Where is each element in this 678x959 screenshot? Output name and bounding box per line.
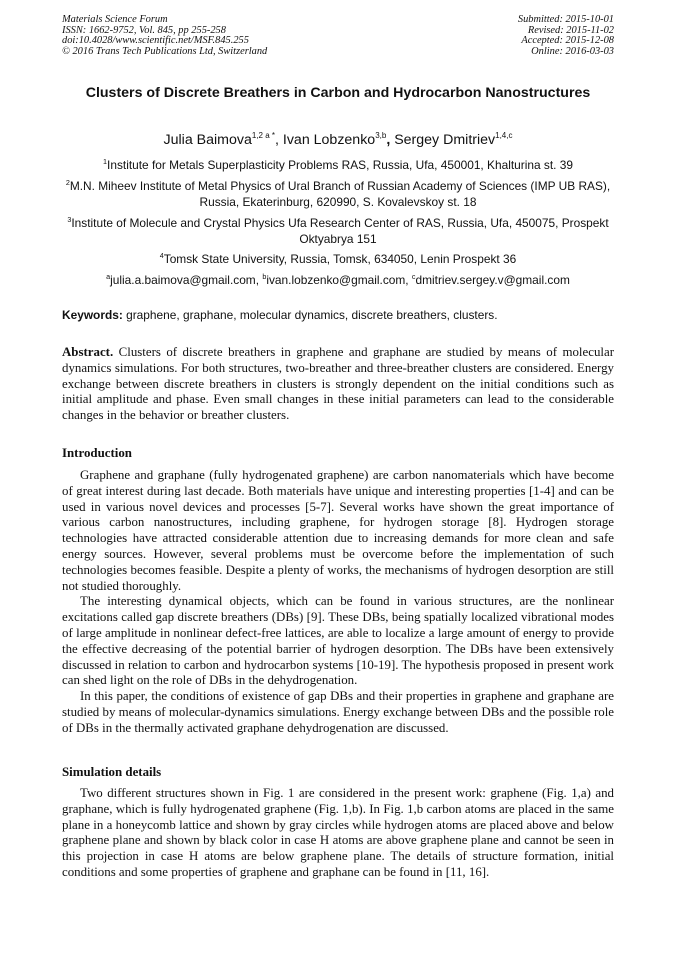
author-list	[62, 131, 614, 149]
affiliation-text: Tomsk State University, Russia, Tomsk, 634050, Lenin Prospekt 36	[163, 252, 517, 266]
abstract-paragraph	[62, 345, 614, 424]
revised-date: Revised: 2015-11-02	[527, 24, 614, 36]
affiliation-number: 3	[67, 215, 72, 224]
abstract	[62, 345, 614, 424]
affiliation-number: 2	[65, 178, 70, 187]
dates-header	[518, 15, 614, 57]
author-superscript: 1,4,c	[495, 131, 513, 140]
affiliation	[62, 178, 614, 210]
affiliation-text: M.N. Miheev Institute of Metal Physics of Ural Branch of Russian Academy of Sciences (IMP UB RAS), Russia, Ekaterinburg, 620990, S. Kovalevskoy st. 18	[69, 179, 611, 209]
email-marker: a	[106, 272, 111, 281]
abstract-label: Abstract.	[62, 345, 114, 359]
body-paragraph: Two different structures shown in Fig. 1 are considered in the present work: graphene (Fig. 1,a) and graphane, which is fully hydrogenated graphene (Fig. 1,b). In Fig. 1,b carbon atoms are placed in the same plane in a honeycomb lattice and shown by gray circles while hydrogen atoms are placed above and below graphene plane and shown by black color in case H atoms are above graphene plane and cannot be seen in this projection in case H atoms are below graphene plane. The details of structure formation, initial conditions and some properties of graphene and graphane can be found in [11, 16].	[62, 786, 614, 879]
keywords	[62, 307, 614, 323]
email-address: ivan.lobzenko@gmail.com,	[266, 273, 412, 287]
email-marker: b	[262, 272, 267, 281]
affiliation-text: Institute of Molecule and Crystal Physics Ufa Research Center of RAS, Russia, Ufa, 450075, Prospekt Oktyabrya 151	[71, 216, 609, 246]
keywords-label: Keywords:	[62, 308, 123, 322]
online-date: Online: 2016-03-03	[531, 45, 614, 57]
author-superscript: 1,2 a *	[251, 131, 275, 140]
section-heading-introduction: Introduction	[62, 446, 132, 460]
author-name: Sergey Dmitriev	[394, 132, 496, 148]
affiliation	[62, 251, 614, 267]
keywords-text: graphene, graphane, molecular dynamics, discrete breathers, clusters.	[122, 308, 498, 322]
author-superscript: 3,b	[375, 131, 387, 140]
doi-line: doi:10.4028/www.scientific.net/MSF.845.255	[62, 35, 249, 47]
affiliation	[62, 157, 614, 173]
copyright-line: © 2016 Trans Tech Publications Ltd, Switzerland	[62, 45, 268, 57]
email-marker: c	[411, 272, 416, 281]
email-list	[62, 272, 614, 288]
author-separator: ,	[386, 132, 395, 148]
accepted-date: Accepted: 2015-12-08	[521, 35, 614, 47]
section-heading-simulation: Simulation details	[62, 765, 162, 779]
author-name: Julia Baimova	[163, 132, 252, 148]
body-paragraph: Graphene and graphane (fully hydrogenated graphene) are carbon nanomaterials which have become of great interest during last decade. Both materials have unique and interesting properties [1-4] and can be used in various novel devices and processes [5-7]. Several works have shown the great importance of various carbon nanostructures, including graphene, for hydrogen storage [8]. Hydrogen storage technologies have attracted considerable attention due to increasing demands for more clean and safe energy sources. However, several problems must be overcome before the implementation of such technologies becomes feasible. Despite a plenty of works, the mechanisms of hydrogen desorption are still not studied thoroughly.	[62, 468, 614, 593]
abstract-text: Clusters of discrete breathers in graphene and graphane are studied by means of molecular dynamics simulations. For both structures, two-breather and three-breather clusters are considered. Energy exchange between discrete breathers in clusters is strongly dependent on the initial conditions such as initial amplitude and phase. Even small changes in these initial parameters can lead to the considerable changes in the behavior or breather clusters.	[62, 345, 614, 423]
affiliation-number: 4	[159, 251, 164, 260]
journal-name: Materials Science Forum	[62, 14, 168, 25]
submitted-date: Submitted: 2015-10-01	[517, 14, 614, 25]
affiliation-number: 1	[103, 157, 108, 166]
introduction-section	[62, 468, 614, 737]
body-paragraph: In this paper, the conditions of existence of gap DBs and their properties in graphene and graphane are studied by means of molecular-dynamics simulations. Energy exchange between DBs and the possible role of DBs in the thermally activated graphane dehydrogenation are discussed.	[62, 689, 614, 735]
email-address: julia.a.baimova@gmail.com,	[110, 273, 263, 287]
issn-line: ISSN: 1662-9752, Vol. 845, pp 255-258	[62, 24, 226, 36]
body-paragraph: The interesting dynamical objects, which can be found in various structures, are the nonlinear excitations called gap discrete breathers (DBs) [9]. These DBs, being spatially localized vibrational modes of large amplitude in nonlinear defect-free lattices, are able to localize a large amount of energy to provide the effective decreasing of the potential barrier of hydrogen desorption. The DBs have been extensively discussed in relation to carbon and hydrocarbon systems [10-19]. The hypothesis proposed in present work can shed light on the role of DBs in the dehydrogenation.	[62, 594, 614, 688]
author-separator: ,	[275, 132, 283, 148]
simulation-section	[62, 786, 614, 881]
paper-title: Clusters of Discrete Breathers in Carbon and Hydrocarbon Nanostructures	[85, 85, 591, 101]
affiliation-text: Institute for Metals Superplasticity Problems RAS, Russia, Ufa, 450001, Khalturina st. 39	[107, 158, 573, 172]
journal-header	[62, 15, 267, 57]
author-name: Ivan Lobzenko	[282, 132, 376, 148]
affiliation	[62, 215, 614, 247]
email-address: dmitriev.sergey.v@gmail.com	[415, 273, 570, 287]
